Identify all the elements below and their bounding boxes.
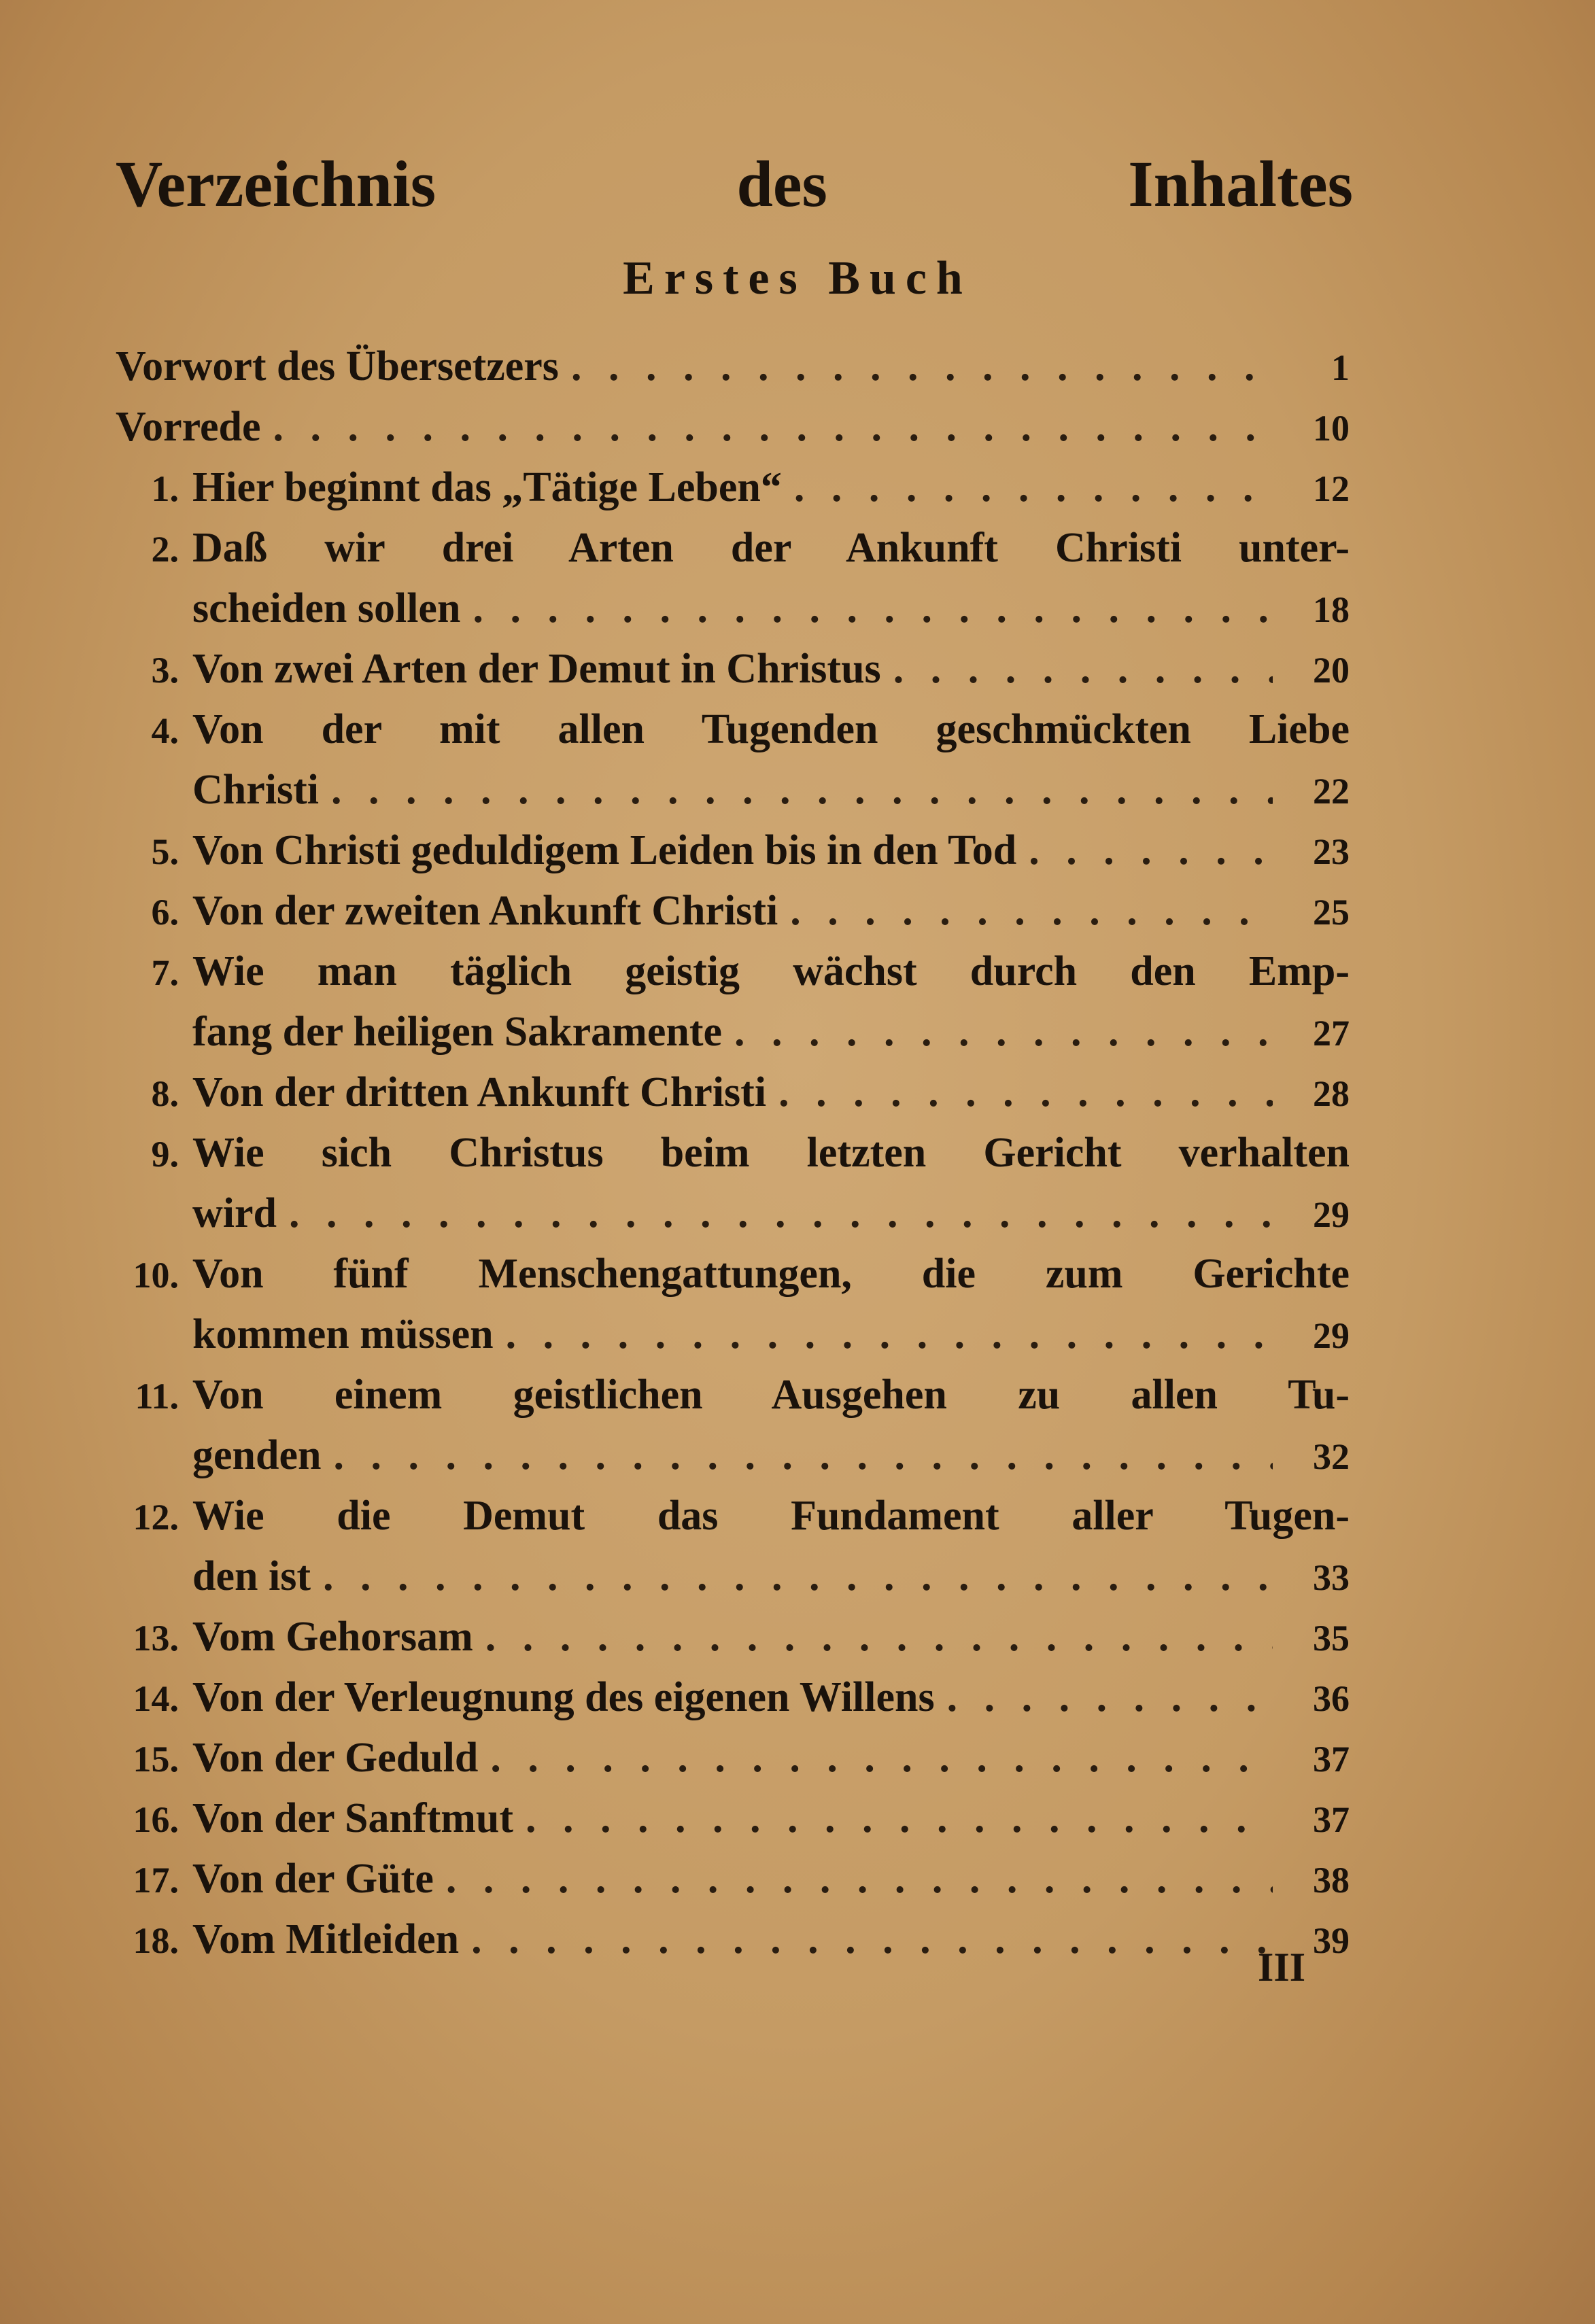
entry-title: Wie man täglich geistig wächst durch den Emp- <box>192 948 1350 994</box>
toc-entry-line <box>116 760 1350 820</box>
entry-number: 1. <box>151 468 179 509</box>
entry-title: Von der Geduld <box>192 1735 479 1781</box>
toc-entry-line <box>116 1788 1350 1849</box>
entry-title: fang der heiligen Sakramente <box>192 1009 722 1055</box>
entry-title: Christi <box>192 767 319 813</box>
entry-page: 1 <box>1331 347 1350 388</box>
entry-title: genden <box>192 1432 322 1478</box>
toc-entry-line <box>116 336 1350 397</box>
entry-number: 11. <box>135 1376 179 1417</box>
entry-number: 13. <box>133 1618 179 1659</box>
dot-leader <box>1029 820 1273 881</box>
entry-number: 3. <box>151 650 179 691</box>
entry-title: Wie sich Christus beim letzten Gericht verhalten <box>192 1130 1350 1176</box>
entry-number: 18. <box>133 1920 179 1961</box>
dot-leader <box>471 1909 1273 1970</box>
entry-title: Vorrede <box>116 404 261 450</box>
entry-title: Von der Güte <box>192 1856 434 1902</box>
dot-leader <box>790 881 1273 941</box>
entry-number: 2. <box>151 529 179 570</box>
toc-entry-line <box>116 881 1350 941</box>
table-of-contents <box>116 336 1350 1970</box>
entry-number: 17. <box>133 1860 179 1901</box>
toc-entry-line <box>116 457 1350 518</box>
entry-number: 14. <box>133 1678 179 1719</box>
toc-entry-line <box>116 1909 1350 1970</box>
entry-title: den ist <box>192 1553 311 1599</box>
page-number: III <box>1258 1945 1306 1990</box>
toc-entry-line <box>116 699 1350 760</box>
toc-entry-line <box>116 1002 1350 1062</box>
entry-page: 37 <box>1313 1799 1350 1840</box>
entry-page: 28 <box>1313 1073 1350 1114</box>
dot-leader <box>333 1425 1273 1486</box>
toc-entry-line <box>116 1667 1350 1728</box>
toc-entry-line <box>116 1244 1350 1304</box>
entry-title: Hier beginnt das „Tätige Leben“ <box>192 464 782 510</box>
page-title <box>116 146 1353 222</box>
dot-leader <box>446 1849 1273 1909</box>
entry-page: 39 <box>1313 1920 1350 1961</box>
entry-title: Daß wir drei Arten der Ankunft Christi unter- <box>192 525 1350 571</box>
entry-title: Vorwort des Übersetzers <box>116 343 559 389</box>
toc-entry-line <box>116 1849 1350 1909</box>
dot-leader <box>893 639 1273 699</box>
entry-page: 35 <box>1313 1618 1350 1659</box>
entry-page: 38 <box>1313 1860 1350 1901</box>
entry-number: 4. <box>151 710 179 751</box>
toc-entry-line <box>116 1425 1350 1486</box>
entry-title: Von der dritten Ankunft Christi <box>192 1069 767 1115</box>
toc-entry-line <box>116 941 1350 1002</box>
entry-title: scheiden sollen <box>192 585 461 631</box>
title-word: Inhaltes <box>1128 148 1353 220</box>
dot-leader <box>947 1667 1273 1728</box>
toc-entry-line <box>116 1486 1350 1546</box>
entry-page: 18 <box>1313 589 1350 630</box>
section-heading: Erstes Buch <box>623 252 972 305</box>
entry-title: Vom Gehorsam <box>192 1614 473 1660</box>
entry-number: 16. <box>133 1799 179 1840</box>
dot-leader <box>571 336 1273 397</box>
dot-leader <box>331 760 1273 820</box>
entry-page: 27 <box>1313 1013 1350 1054</box>
dot-leader <box>273 397 1273 457</box>
entry-number: 9. <box>151 1134 179 1175</box>
toc-entry-line <box>116 578 1350 639</box>
toc-entry-line <box>116 518 1350 578</box>
entry-page: 29 <box>1313 1315 1350 1356</box>
entry-page: 29 <box>1313 1194 1350 1235</box>
dot-leader <box>794 457 1273 518</box>
dot-leader <box>490 1728 1273 1788</box>
entry-page: 22 <box>1313 771 1350 812</box>
toc-entry-line <box>116 820 1350 881</box>
entry-page: 23 <box>1313 831 1350 872</box>
entry-number: 8. <box>151 1073 179 1114</box>
entry-page: 32 <box>1313 1436 1350 1477</box>
entry-number: 6. <box>151 892 179 933</box>
dot-leader <box>526 1788 1273 1849</box>
dot-leader <box>473 578 1273 639</box>
entry-number: 10. <box>133 1255 179 1296</box>
dot-leader <box>734 1002 1273 1062</box>
entry-page: 25 <box>1313 892 1350 933</box>
entry-page: 10 <box>1313 408 1350 449</box>
toc-entry-line <box>116 1607 1350 1667</box>
toc-entry-line <box>116 1728 1350 1788</box>
dot-leader <box>778 1062 1273 1123</box>
toc-entry-line <box>116 1123 1350 1183</box>
entry-page: 36 <box>1313 1678 1350 1719</box>
toc-entry-line <box>116 1365 1350 1425</box>
title-word: des <box>736 148 827 220</box>
toc-entry-line <box>116 639 1350 699</box>
entry-page: 20 <box>1313 650 1350 691</box>
dot-leader <box>485 1607 1273 1667</box>
entry-title: Von der mit allen Tugenden geschmückten Liebe <box>192 706 1350 752</box>
entry-title: kommen müssen <box>192 1311 494 1357</box>
entry-number: 7. <box>151 952 179 993</box>
toc-entry-line <box>116 1546 1350 1607</box>
entry-title: Von zwei Arten der Demut in Christus <box>192 646 881 692</box>
entry-title: Von einem geistlichen Ausgehen zu allen Tu- <box>192 1372 1350 1418</box>
entry-page: 33 <box>1313 1557 1350 1598</box>
toc-entry-line <box>116 397 1350 457</box>
dot-leader <box>506 1304 1273 1365</box>
entry-title: Von der Sanftmut <box>192 1795 513 1841</box>
title-word: Verzeichnis <box>116 148 436 220</box>
entry-title: Von der Verleugnung des eigenen Willens <box>192 1674 935 1720</box>
entry-page: 37 <box>1313 1739 1350 1780</box>
dot-leader <box>289 1183 1273 1244</box>
entry-title: Von der zweiten Ankunft Christi <box>192 888 778 934</box>
entry-title: Vom Mitleiden <box>192 1916 460 1962</box>
entry-title: wird <box>192 1190 277 1236</box>
toc-entry-line <box>116 1062 1350 1123</box>
entry-number: 12. <box>133 1497 179 1538</box>
dot-leader <box>323 1546 1273 1607</box>
entry-number: 15. <box>133 1739 179 1780</box>
entry-title: Von fünf Menschengattungen, die zum Gerichte <box>192 1251 1350 1297</box>
toc-entry-line <box>116 1183 1350 1244</box>
toc-entry-line <box>116 1304 1350 1365</box>
entry-number: 5. <box>151 831 179 872</box>
entry-page: 12 <box>1313 468 1350 509</box>
entry-title: Wie die Demut das Fundament aller Tugen- <box>192 1493 1350 1539</box>
entry-title: Von Christi geduldigem Leiden bis in den Tod <box>192 827 1017 873</box>
